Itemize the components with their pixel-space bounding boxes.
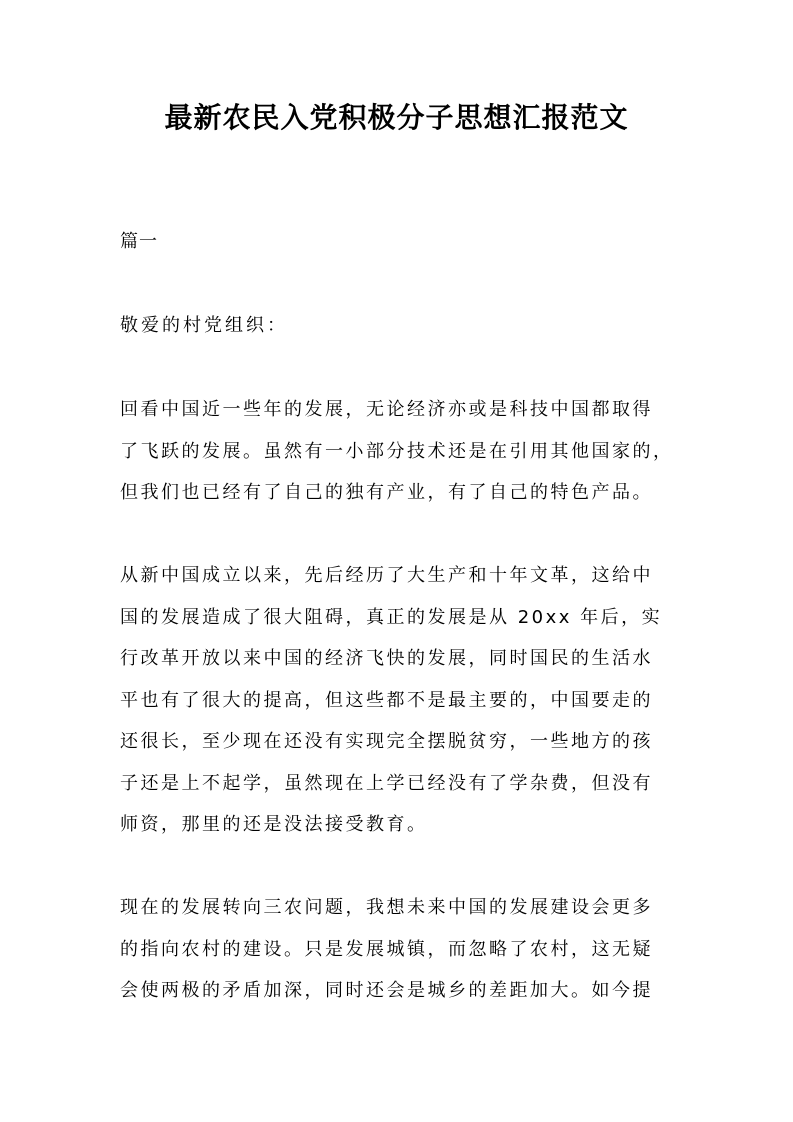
paragraph-line: 平也有了很大的提高，但这些都不是最主要的，中国要走的: [120, 689, 653, 711]
paragraph-line: 还很长，至少现在还没有实现完全摆脱贫穷，一些地方的孩: [120, 731, 653, 752]
paragraph-line: 的指向农村的建设。只是发展城镇，而忽略了农村，这无疑: [120, 938, 653, 960]
paragraph-line: 但我们也已经有了自己的独有产业，有了自己的特色产品。: [120, 482, 653, 503]
paragraph-line: 从新中国成立以来，先后经历了大生产和十年文革，这给中: [120, 565, 653, 586]
paragraph-1: [120, 394, 690, 519]
paragraph-line: 行改革开放以来中国的经济飞快的发展，同时国民的生活水: [120, 648, 653, 669]
document-title: 最新农民入党积极分子思想汇报范文: [164, 101, 629, 134]
paragraph-line: 了飞跃的发展。虽然有一小部分技术还是在引用其他国家的，: [120, 440, 674, 462]
paragraph-2: [120, 560, 690, 851]
paragraph-line: 会使两极的矛盾加深，同时还会是城乡的差距加大。如今提: [120, 980, 653, 1001]
paragraph-line: 子还是上不起学，虽然现在上学已经没有了学杂费，但没有: [120, 772, 653, 794]
paragraph-line: 现在的发展转向三农问题，我想未来中国的发展建设会更多: [120, 897, 653, 918]
section-label: 篇一: [120, 231, 158, 252]
paragraph-line: 师资，那里的还是没法接受教育。: [120, 814, 428, 835]
paragraph-line: 回看中国近一些年的发展，无论经济亦或是科技中国都取得: [120, 399, 653, 420]
paragraph-3: [120, 892, 690, 1017]
paragraph-line: 国的发展造成了很大阻碍，真正的发展是从 20xx 年后，实: [120, 606, 663, 628]
salutation: 敬爱的村党组织：: [120, 315, 288, 336]
